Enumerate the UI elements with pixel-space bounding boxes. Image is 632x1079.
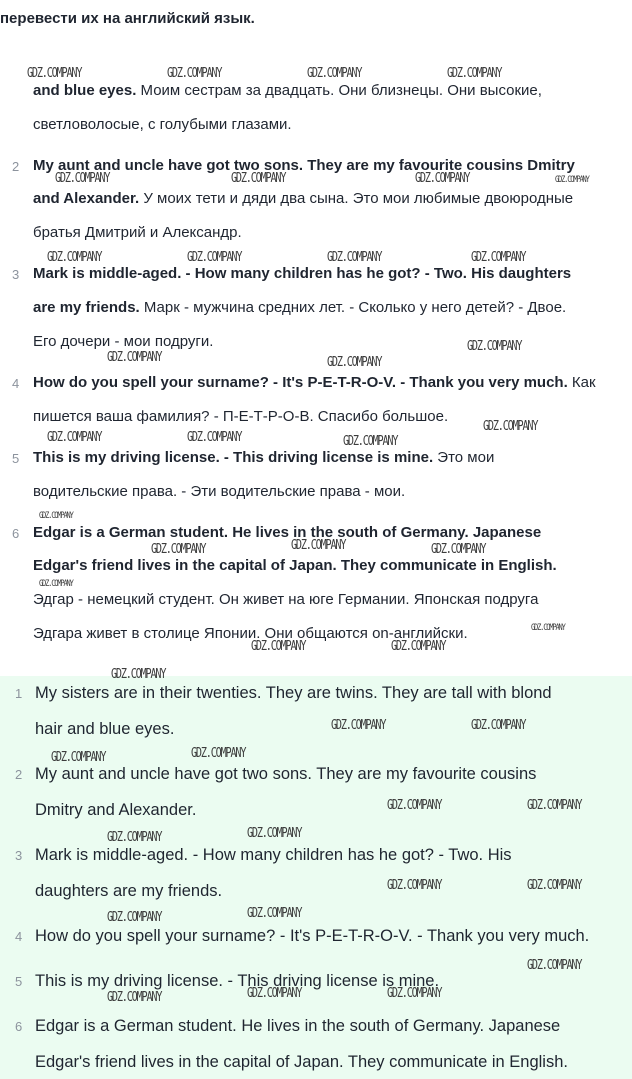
watermark-stamp: GDZ.COMPANY [107, 910, 162, 925]
answer-item-number: 1 [15, 686, 23, 701]
exercise-item-number: 3 [12, 267, 20, 282]
watermark-stamp: GDZ.COMPANY [327, 250, 382, 265]
watermark-stamp: GDZ.COMPANY [39, 511, 73, 521]
exercise-line [33, 265, 632, 283]
answer-item-number: 5 [15, 974, 23, 989]
watermark-stamp: GDZ.COMPANY [327, 355, 382, 370]
watermark-stamp: GDZ.COMPANY [343, 434, 398, 449]
exercise-line [33, 483, 632, 501]
answer-line: My aunt and uncle have got two sons. They are my favourite cousins [35, 765, 537, 783]
answer-line: Dmitry and Alexander. [35, 801, 197, 819]
watermark-stamp: GDZ.COMPANY [47, 430, 102, 445]
watermark-stamp: GDZ.COMPANY [107, 350, 162, 365]
watermark-stamp: GDZ.COMPANY [447, 66, 502, 81]
exercise-translation-text: Эдгар - немецкий студент. Он живет на юге Германии. Японская подруга [33, 591, 539, 608]
watermark-stamp: GDZ.COMPANY [555, 175, 589, 185]
watermark-stamp: GDZ.COMPANY [167, 66, 222, 81]
watermark-stamp: GDZ.COMPANY [191, 746, 246, 761]
watermark-stamp: GDZ.COMPANY [387, 986, 442, 1001]
exercise-item-number: 2 [12, 159, 20, 174]
answer-line: Edgar is a German student. He lives in the south of Germany. Japanese [35, 1017, 561, 1035]
exercise-translation-text: Его дочери - мои подруги. [33, 333, 214, 350]
answer-line: Mark is middle-aged. - How many children has he got? - Two. His [35, 846, 512, 864]
answer-line: daughters are my friends. [35, 882, 223, 900]
watermark-stamp: GDZ.COMPANY [107, 990, 162, 1005]
exercise-line [33, 408, 632, 426]
watermark-stamp: GDZ.COMPANY [39, 579, 73, 589]
exercise-line [33, 224, 632, 242]
watermark-stamp: GDZ.COMPANY [387, 878, 442, 893]
watermark-stamp: GDZ.COMPANY [55, 171, 110, 186]
watermark-stamp: GDZ.COMPANY [527, 958, 582, 973]
exercise-line [33, 116, 632, 134]
watermark-stamp: GDZ.COMPANY [483, 419, 538, 434]
exercise-line [33, 82, 632, 100]
watermark-stamp: GDZ.COMPANY [187, 250, 242, 265]
answer-item-number: 6 [15, 1019, 23, 1034]
page-heading: перевести их на английский язык. [0, 10, 255, 27]
exercise-english-text: Edgar is a German student. He lives in the south of Germany. Japanese [33, 524, 542, 541]
watermark-stamp: GDZ.COMPANY [331, 718, 386, 733]
exercise-translation-text: Марк - мужчина средних лет. - Сколько у него детей? - Двое. [139, 299, 567, 316]
watermark-stamp: GDZ.COMPANY [291, 538, 346, 553]
exercise-english-text: and Alexander. [33, 190, 140, 207]
watermark-stamp: GDZ.COMPANY [27, 66, 82, 81]
watermark-stamp: GDZ.COMPANY [247, 906, 302, 921]
exercise-translation-text: пишется ваша фамилия? - П-Е-Т-Р-О-В. Спасибо большое. [33, 408, 449, 425]
exercise-translation-text: Эдгара живет в столице Японии. Они общаются on-английски. [33, 625, 468, 642]
exercise-translation-text: светловолосые, с голубыми глазами. [33, 116, 292, 133]
exercise-line [33, 374, 632, 392]
exercise-translation-text: братья Дмитрий и Александр. [33, 224, 242, 241]
watermark-stamp: GDZ.COMPANY [467, 339, 522, 354]
watermark-stamp: GDZ.COMPANY [47, 250, 102, 265]
answer-item-number: 4 [15, 929, 23, 944]
watermark-stamp: GDZ.COMPANY [187, 430, 242, 445]
answer-line: My sisters are in their twenties. They are twins. They are tall with blond [35, 684, 552, 702]
exercise-english-text: My aunt and uncle have got two sons. They are my favourite cousins Dmitry [33, 157, 575, 174]
answer-item-number: 3 [15, 848, 23, 863]
watermark-stamp: GDZ.COMPANY [307, 66, 362, 81]
watermark-stamp: GDZ.COMPANY [415, 171, 470, 186]
watermark-stamp: GDZ.COMPANY [247, 986, 302, 1001]
watermark-stamp: GDZ.COMPANY [531, 623, 565, 633]
watermark-stamp: GDZ.COMPANY [247, 826, 302, 841]
exercise-english-text: Edgar's friend lives in the capital of Japan. They communicate in English. [33, 557, 557, 574]
exercise-english-text: and blue eyes. [33, 82, 137, 99]
exercise-line [33, 190, 632, 208]
exercise-line [33, 157, 632, 175]
watermark-stamp: GDZ.COMPANY [471, 250, 526, 265]
watermark-stamp: GDZ.COMPANY [471, 718, 526, 733]
watermark-stamp: GDZ.COMPANY [527, 798, 582, 813]
watermark-stamp: GDZ.COMPANY [107, 830, 162, 845]
exercise-translation-text: У моих тети и дяди два сына. Это мои любимые двоюродные [139, 190, 574, 207]
exercise-english-text: How do you spell your surname? - It's P-E-T-R-O-V. - Thank you very much. [33, 374, 568, 391]
watermark-stamp: GDZ.COMPANY [527, 878, 582, 893]
watermark-stamp: GDZ.COMPANY [51, 750, 106, 765]
watermark-stamp: GDZ.COMPANY [111, 667, 166, 682]
exercise-english-text: This is my driving license. - This driving license is mine. [33, 449, 434, 466]
exercise-english-text: are my friends. [33, 299, 140, 316]
exercise-line [33, 299, 632, 317]
exercise-item-number: 6 [12, 526, 20, 541]
answer-item-number: 2 [15, 767, 23, 782]
answer-line: This is my driving license. - This driving license is mine. [35, 972, 440, 990]
exercise-translation-text: Как [567, 374, 596, 391]
watermark-stamp: GDZ.COMPANY [391, 639, 446, 654]
watermark-stamp: GDZ.COMPANY [151, 542, 206, 557]
answer-line: How do you spell your surname? - It's P-E-T-R-O-V. - Thank you very much. [35, 927, 590, 945]
exercise-english-text: Mark is middle-aged. - How many children has he got? - Two. His daughters [33, 265, 572, 282]
exercise-translation-text: Это мои [433, 449, 495, 466]
answer-line: Edgar's friend lives in the capital of Japan. They communicate in English. [35, 1053, 568, 1071]
exercise-line [33, 591, 632, 609]
exercise-item-number: 5 [12, 451, 20, 466]
exercise-translation-text: Моим сестрам за двадцать. Они близнецы. Они высокие, [136, 82, 542, 99]
exercise-translation-text: водительские права. - Эти водительские права - мои. [33, 483, 406, 500]
exercise-line [33, 333, 632, 351]
exercise-line [33, 557, 632, 575]
answer-line: hair and blue eyes. [35, 720, 175, 738]
watermark-stamp: GDZ.COMPANY [251, 639, 306, 654]
exercise-line [33, 449, 632, 467]
watermark-stamp: GDZ.COMPANY [387, 798, 442, 813]
exercise-item-number: 4 [12, 376, 20, 391]
watermark-stamp: GDZ.COMPANY [231, 171, 286, 186]
watermark-stamp: GDZ.COMPANY [431, 542, 486, 557]
